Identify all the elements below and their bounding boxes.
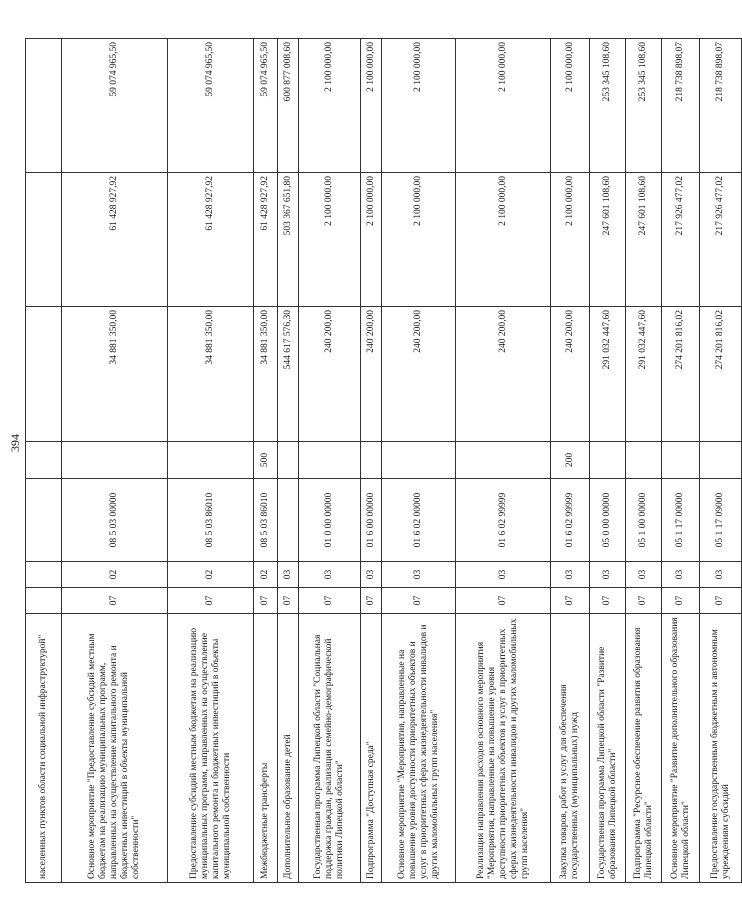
expense-type-cell: [456, 442, 551, 479]
amount-year2-cell: 2 100 000,00: [382, 173, 456, 307]
section-code-cell: 07: [361, 588, 382, 614]
amount-year3-cell: [26, 39, 62, 173]
amount-year3-cell: 59 074 965,50: [168, 39, 254, 173]
expense-type-cell: [26, 442, 62, 479]
amount-year1-cell: 274 201 816,02: [700, 307, 742, 442]
row-name-cell: Основное мероприятие "Предоставление субсидий местным бюджетам на реализацию муниципальных программ, направленных на осуществление капитального ремонта и бюджетных инвестиций в объекты муниципальной собственности": [62, 614, 168, 883]
amount-year2-cell: 503 367 651,80: [278, 173, 299, 307]
amount-year1-cell: 34 881 350,00: [168, 307, 254, 442]
amount-year1-cell: 274 201 816,02: [662, 307, 700, 442]
subsection-code-cell: 03: [299, 562, 361, 588]
target-article-cell: [26, 479, 62, 562]
row-name-cell: Предоставление государственным бюджетным и автономным учреждениям субсидий: [700, 614, 742, 883]
table-row: [590, 39, 626, 883]
amount-year3-cell: 2 100 000,00: [551, 39, 590, 173]
subsection-code-cell: 02: [254, 562, 278, 588]
target-article-cell: 01 6 02 00000: [382, 479, 456, 562]
row-name-cell: Основное мероприятие "Мероприятия, направленные на повышение уровня доступности приоритетных объектов и услуг в приоритетных сферах жизнедеятельности инвалидов и других маломобильных групп населения": [382, 614, 456, 883]
budget-table-sheet: [25, 39, 742, 883]
target-article-cell: 08 5 03 86010: [168, 479, 254, 562]
expense-type-cell: 500: [254, 442, 278, 479]
expense-type-cell: [626, 442, 662, 479]
target-article-cell: 01 6 02 99999: [456, 479, 551, 562]
section-code-cell: 07: [551, 588, 590, 614]
row-name-cell: Подпрограмма "Доступная среда": [361, 614, 382, 883]
target-article-cell: 08 5 03 86010: [254, 479, 278, 562]
row-name-cell: Государственная программа Липецкой области "Развитие образования Липецкой области": [590, 614, 626, 883]
expense-type-cell: [62, 442, 168, 479]
target-article-cell: 05 1 00 00000: [626, 479, 662, 562]
table-row: [278, 39, 299, 883]
section-code-cell: 07: [62, 588, 168, 614]
page-number: 394: [8, 434, 22, 452]
target-article-cell: 05 1 17 09000: [700, 479, 742, 562]
expense-type-cell: [382, 442, 456, 479]
subsection-code-cell: 03: [361, 562, 382, 588]
amount-year1-cell: 291 032 447,60: [590, 307, 626, 442]
amount-year2-cell: 2 100 000,00: [551, 173, 590, 307]
table-row: [456, 39, 551, 883]
amount-year2-cell: 2 100 000,00: [456, 173, 551, 307]
amount-year1-cell: 240 200,00: [361, 307, 382, 442]
row-name-cell: Государственная программа Липецкой области "Социальная поддержка граждан, реализация семейно-демографической политики Липецкой области": [299, 614, 361, 883]
subsection-code-cell: 03: [551, 562, 590, 588]
expense-type-cell: 200: [551, 442, 590, 479]
row-name-cell: Межбюджетные трансферты: [254, 614, 278, 883]
section-code-cell: 07: [662, 588, 700, 614]
amount-year3-cell: 2 100 000,00: [456, 39, 551, 173]
subsection-code-cell: 03: [382, 562, 456, 588]
amount-year2-cell: 2 100 000,00: [299, 173, 361, 307]
table-row: [254, 39, 278, 883]
row-name-cell: Основное мероприятие "Развитие дополнительного образования Липецкой области": [662, 614, 700, 883]
amount-year2-cell: 217 926 477,02: [662, 173, 700, 307]
section-code-cell: [26, 588, 62, 614]
amount-year1-cell: 240 200,00: [551, 307, 590, 442]
amount-year3-cell: 218 738 898,07: [700, 39, 742, 173]
amount-year2-cell: 247 601 108,60: [626, 173, 662, 307]
expense-type-cell: [168, 442, 254, 479]
amount-year2-cell: 2 100 000,00: [361, 173, 382, 307]
table-row: [168, 39, 254, 883]
section-code-cell: 07: [700, 588, 742, 614]
target-article-cell: 01 6 02 99999: [551, 479, 590, 562]
table-row: [551, 39, 590, 883]
amount-year2-cell: 247 601 108,60: [590, 173, 626, 307]
section-code-cell: 07: [254, 588, 278, 614]
amount-year1-cell: 240 200,00: [299, 307, 361, 442]
row-name-cell: Подпрограмма "Ресурсное обеспечение развития образования Липецкой области": [626, 614, 662, 883]
amount-year3-cell: 59 074 965,50: [62, 39, 168, 173]
amount-year3-cell: 253 345 108,60: [590, 39, 626, 173]
amount-year2-cell: 61 428 927,92: [62, 173, 168, 307]
target-article-cell: 01 6 00 00000: [361, 479, 382, 562]
table-row: [382, 39, 456, 883]
target-article-cell: 05 0 00 00000: [590, 479, 626, 562]
expense-type-cell: [299, 442, 361, 479]
amount-year3-cell: 59 074 965,50: [254, 39, 278, 173]
amount-year3-cell: 2 100 000,00: [382, 39, 456, 173]
amount-year1-cell: 34 881 350,00: [254, 307, 278, 442]
table-row: [26, 39, 62, 883]
target-article-cell: 08 5 03 00000: [62, 479, 168, 562]
section-code-cell: 07: [456, 588, 551, 614]
amount-year2-cell: [26, 173, 62, 307]
row-name-cell: Дополнительное образование детей: [278, 614, 299, 883]
section-code-cell: 07: [278, 588, 299, 614]
subsection-code-cell: 03: [662, 562, 700, 588]
amount-year1-cell: [26, 307, 62, 442]
subsection-code-cell: 02: [168, 562, 254, 588]
table-row: [700, 39, 742, 883]
table-row: [62, 39, 168, 883]
amount-year3-cell: 2 100 000,00: [299, 39, 361, 173]
amount-year3-cell: 253 345 108,60: [626, 39, 662, 173]
amount-year1-cell: 240 200,00: [382, 307, 456, 442]
expense-type-cell: [700, 442, 742, 479]
amount-year2-cell: 61 428 927,92: [168, 173, 254, 307]
subsection-code-cell: 03: [700, 562, 742, 588]
amount-year3-cell: 218 738 898,07: [662, 39, 700, 173]
target-article-cell: 05 1 17 00000: [662, 479, 700, 562]
table-row: [626, 39, 662, 883]
amount-year2-cell: 61 428 927,92: [254, 173, 278, 307]
subsection-code-cell: 03: [456, 562, 551, 588]
expense-type-cell: [662, 442, 700, 479]
expense-type-cell: [278, 442, 299, 479]
row-name-cell: Реализация направления расходов основного мероприятия "Мероприятия, направленные на повышение уровня доступности приоритетных объектов и услуг в приоритетных сферах жизнедеятельности инвалидов и других маломобильных групп населения": [456, 614, 551, 883]
table-row: [361, 39, 382, 883]
expense-type-cell: [361, 442, 382, 479]
target-article-cell: [278, 479, 299, 562]
subsection-code-cell: [26, 562, 62, 588]
subsection-code-cell: 03: [278, 562, 299, 588]
table-row: [662, 39, 700, 883]
section-code-cell: 07: [382, 588, 456, 614]
amount-year3-cell: 2 100 000,00: [361, 39, 382, 173]
amount-year1-cell: 34 881 350,00: [62, 307, 168, 442]
subsection-code-cell: 02: [62, 562, 168, 588]
amount-year3-cell: 600 877 008,60: [278, 39, 299, 173]
row-name-cell: Предоставление субсидий местным бюджетам на реализацию муниципальных программ, направленных на осуществление капитального ремонта и бюджетных инвестиций в объекты муниципальной собственности: [168, 614, 254, 883]
section-code-cell: 07: [590, 588, 626, 614]
section-code-cell: 07: [626, 588, 662, 614]
subsection-code-cell: 03: [590, 562, 626, 588]
table-body: [26, 39, 742, 883]
section-code-cell: 07: [299, 588, 361, 614]
target-article-cell: 01 0 00 00000: [299, 479, 361, 562]
expense-type-cell: [590, 442, 626, 479]
table-row: [299, 39, 361, 883]
row-name-cell: населенных пунктов области социальной инфраструктурой": [26, 614, 62, 883]
amount-year1-cell: 544 617 576,30: [278, 307, 299, 442]
amount-year2-cell: 217 926 477,02: [700, 173, 742, 307]
amount-year1-cell: 291 032 447,60: [626, 307, 662, 442]
budget-table: [25, 38, 742, 883]
row-name-cell: Закупка товаров, работ и услуг для обеспечения государственных (муниципальных) нужд: [551, 614, 590, 883]
amount-year1-cell: 240 200,00: [456, 307, 551, 442]
subsection-code-cell: 03: [626, 562, 662, 588]
section-code-cell: 07: [168, 588, 254, 614]
